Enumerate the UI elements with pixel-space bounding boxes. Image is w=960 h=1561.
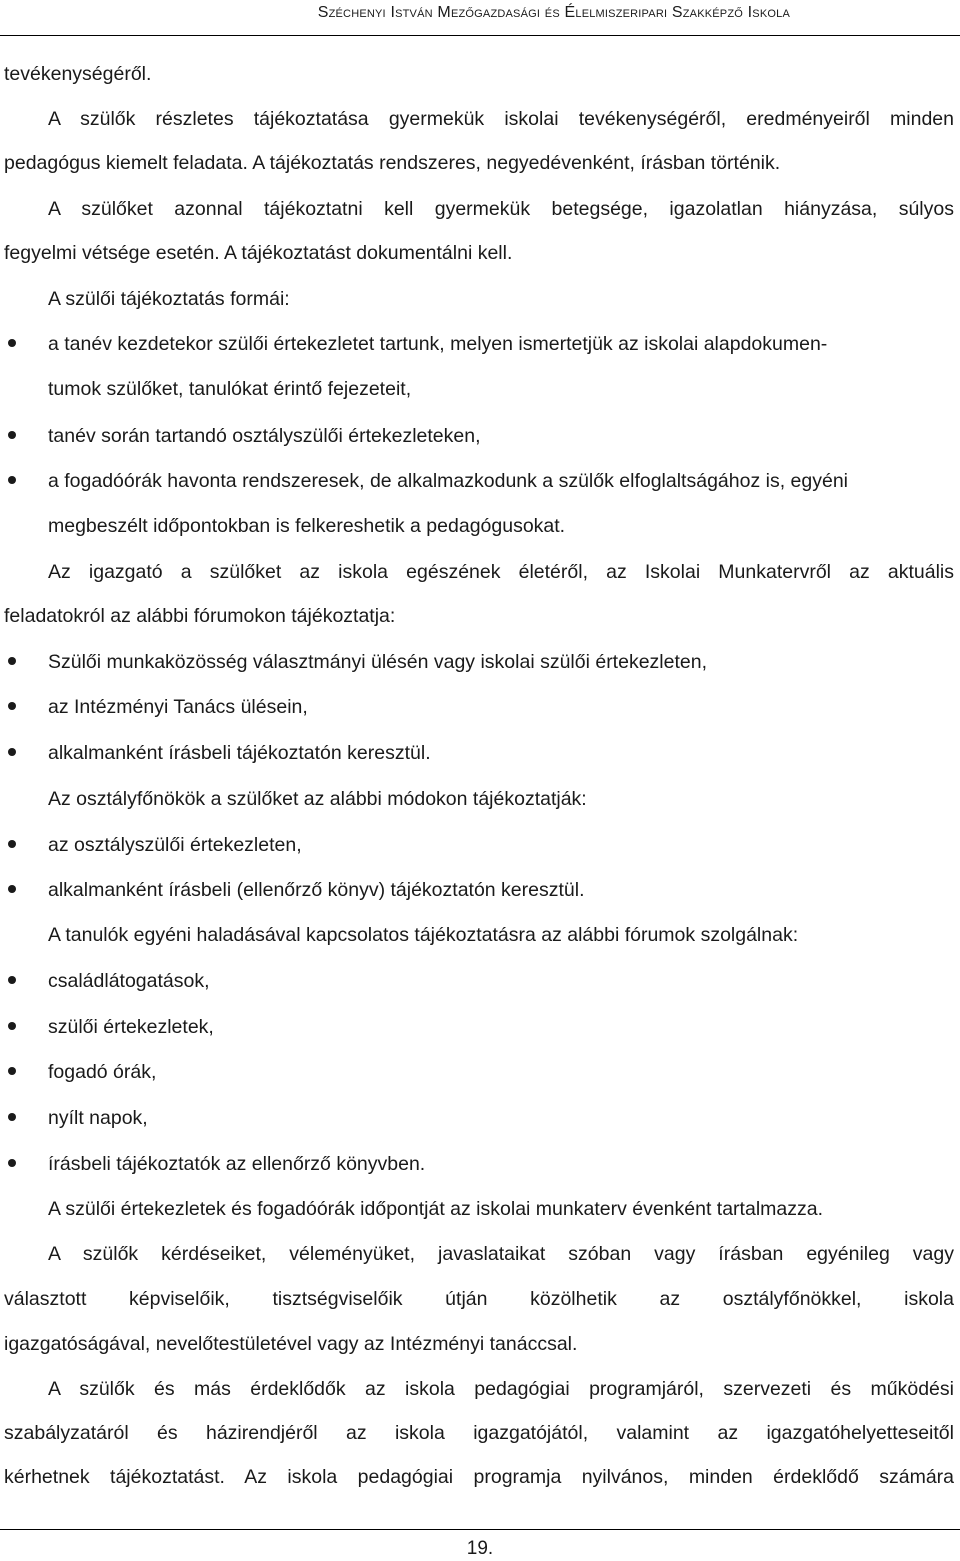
- text-line: Az osztályfőnökök a szülőket az alábbi módokon tájékoztatják:: [48, 788, 587, 810]
- text-line: A szülők részletes tájékoztatása gyermekük iskolai tevékenységéről, eredményeiről minden: [48, 108, 954, 130]
- bullet-icon: [8, 1022, 16, 1030]
- text-line: kérhetnek tájékoztatást. Az iskola pedagógiai programja nyilvános, minden érdeklődő számára: [4, 1466, 954, 1488]
- text-line: Az igazgató a szülőket az iskola egészének életéről, az Iskolai Munkatervről az aktuális: [48, 561, 954, 583]
- text-line: A szülők kérdéseiket, véleményüket, javaslataikat szóban vagy írásban egyénileg vagy: [48, 1243, 954, 1265]
- list-item: írásbeli tájékoztatók az ellenőrző könyvben.: [48, 1153, 426, 1175]
- list-item: a tanév kezdetekor szülői értekezletet tartunk, melyen ismertetjük az iskolai alapdokumen-: [48, 333, 828, 355]
- list-item: tumok szülőket, tanulókat érintő fejezeteit,: [48, 378, 412, 400]
- text-line: választott képviselőik, tisztségviselőik útján közölhetik az osztályfőnökkel, iskola: [4, 1288, 954, 1310]
- bullet-icon: [8, 1113, 16, 1121]
- page-number: 19.: [466, 1538, 494, 1559]
- text-line: feladatokról az alábbi fórumokon tájékoztatja:: [4, 605, 396, 627]
- bullet-icon: [8, 476, 16, 484]
- bullet-icon: [8, 885, 16, 893]
- text-line: igazgatóságával, nevelőtestületével vagy az Intézményi tanáccsal.: [4, 1333, 578, 1355]
- header-divider: [0, 35, 960, 36]
- bullet-icon: [8, 339, 16, 347]
- text-line: tevékenységéről.: [4, 63, 152, 85]
- text-line: fegyelmi vétsége esetén. A tájékoztatást dokumentálni kell.: [4, 242, 513, 264]
- list-item: alkalmanként írásbeli tájékoztatón keresztül.: [48, 742, 431, 764]
- bullet-icon: [8, 431, 16, 439]
- list-item: családlátogatások,: [48, 970, 210, 992]
- text-line: pedagógus kiemelt feladata. A tájékoztatás rendszeres, negyedévenként, írásban történik.: [4, 152, 781, 174]
- list-item: az Intézményi Tanács ülésein,: [48, 696, 308, 718]
- bullet-icon: [8, 657, 16, 665]
- list-item: az osztályszülői értekezleten,: [48, 834, 302, 856]
- bullet-icon: [8, 702, 16, 710]
- text-line: szabályzatáról és házirendjéről az iskola igazgatójától, valamint az igazgatóhelyetteseitől: [4, 1422, 954, 1444]
- list-item: tanév során tartandó osztályszülői értekezleteken,: [48, 425, 481, 447]
- list-item: megbeszélt időpontokban is felkereshetik a pedagógusokat.: [48, 515, 566, 537]
- bullet-icon: [8, 1159, 16, 1167]
- text-line: A szülőket azonnal tájékoztatni kell gyermekük betegsége, igazolatlan hiányzása, súlyos: [48, 198, 954, 220]
- bullet-icon: [8, 976, 16, 984]
- footer-divider: [0, 1529, 960, 1530]
- bullet-icon: [8, 1067, 16, 1075]
- list-item: a fogadóórák havonta rendszeresek, de alkalmazkodunk a szülők elfoglaltságához is, egyéni: [48, 470, 848, 492]
- list-item: alkalmanként írásbeli (ellenőrző könyv) tájékoztatón keresztül.: [48, 879, 585, 901]
- text-line: A tanulók egyéni haladásával kapcsolatos tájékoztatásra az alábbi fórumok szolgálnak:: [48, 924, 799, 946]
- page-header: Széchenyi István Mezőgazdasági és Élelmiszeripari Szakképző Iskola: [317, 4, 790, 21]
- list-item: nyílt napok,: [48, 1107, 148, 1129]
- text-line: A szülők és más érdeklődők az iskola pedagógiai programjáról, szervezeti és működési: [48, 1378, 954, 1400]
- text-line: A szülői tájékoztatás formái:: [48, 288, 290, 310]
- list-item: fogadó órák,: [48, 1061, 157, 1083]
- bullet-icon: [8, 748, 16, 756]
- text-line: A szülői értekezletek és fogadóórák időpontját az iskolai munkaterv évenként tartalmazza.: [48, 1198, 824, 1220]
- list-item: szülői értekezletek,: [48, 1016, 214, 1038]
- list-item: Szülői munkaközösség választmányi ülésén vagy iskolai szülői értekezleten,: [48, 651, 707, 673]
- bullet-icon: [8, 840, 16, 848]
